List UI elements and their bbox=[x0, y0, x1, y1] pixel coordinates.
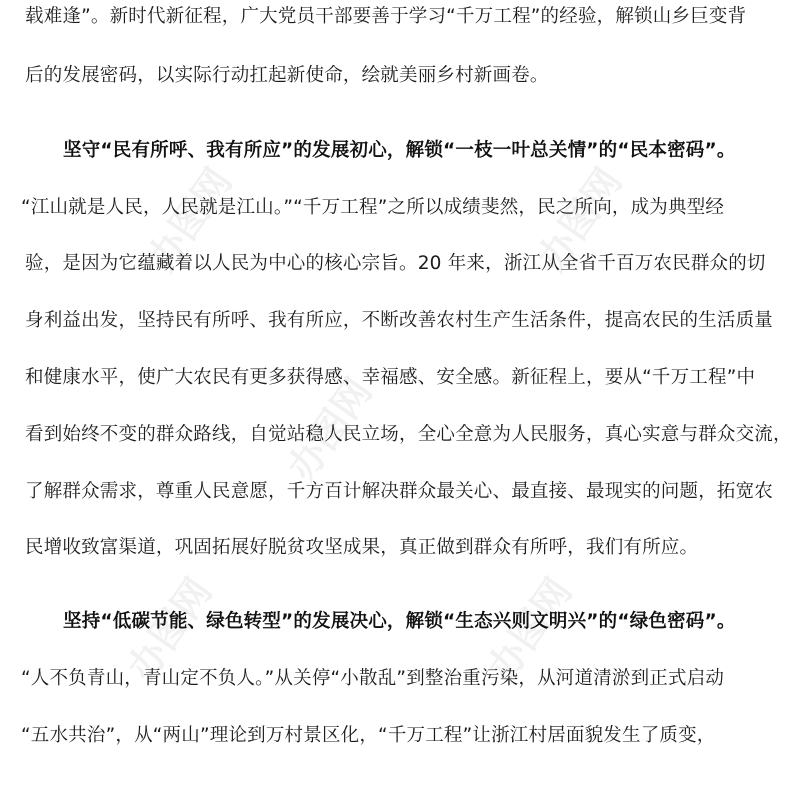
paragraph-line: “人不负青山，青山定不负人。”从关停“小散乱”到整治重污染，从河道清淤到正式启动 bbox=[21, 668, 725, 689]
paragraph-line: 了解群众需求，尊重人民意愿，千方百计解决群众最关心、最直接、最现实的问题，拓宽农 bbox=[25, 481, 774, 502]
paragraph-line: 载难逢”。新时代新征程，广大党员干部要善于学习“千万工程”的经验，解锁山乡巨变背 bbox=[25, 6, 747, 27]
paragraph-line: 和健康水平，使广大农民有更多获得感、幸福感、安全感。新征程上，要从“千万工程”中 bbox=[25, 367, 756, 388]
paragraph-line: 后的发展密码，以实际行动扛起新使命，绘就美丽乡村新画卷。 bbox=[25, 65, 549, 86]
watermark: 办图网 bbox=[279, 370, 381, 489]
section-heading: 坚守“民有所呼、我有所应”的发展初心，解锁“一枝一叶总关情”的“民本密码”。 bbox=[63, 140, 736, 161]
paragraph-line: “江山就是人民，人民就是江山。”“千万工程”之所以成绩斐然，民之所向，成为典型经 bbox=[21, 197, 725, 218]
paragraph-line: 验，是因为它蕴藏着以人民为中心的核心宗旨。20 年来，浙江从全省千百万农民群众的切 bbox=[25, 253, 766, 274]
paragraph-line: 民增收致富渠道，巩固拓展好脱贫攻坚成果，真正做到群众有所呼，我们有所应。 bbox=[25, 537, 699, 558]
paragraph-line: 身利益出发，坚持民有所呼、我有所应，不断改善农村生产生活条件，提高农民的生活质量 bbox=[25, 310, 774, 331]
watermark: 办图网 bbox=[479, 570, 581, 689]
section-heading: 坚持“低碳节能、绿色转型”的发展决心，解锁“生态兴则文明兴”的“绿色密码”。 bbox=[63, 611, 736, 632]
watermark: 办图网 bbox=[119, 570, 221, 689]
paragraph-line: “五水共治”，从“两山”理论到万村景区化，“千万工程”让浙江村居面貌发生了质变， bbox=[21, 725, 716, 746]
watermark: 办图网 bbox=[139, 160, 241, 279]
paragraph-line: 看到始终不变的群众路线，自觉站稳人民立场，全心全意为人民服务，真心实意与群众交流， bbox=[25, 424, 792, 445]
watermark: 办图网 bbox=[529, 160, 631, 279]
